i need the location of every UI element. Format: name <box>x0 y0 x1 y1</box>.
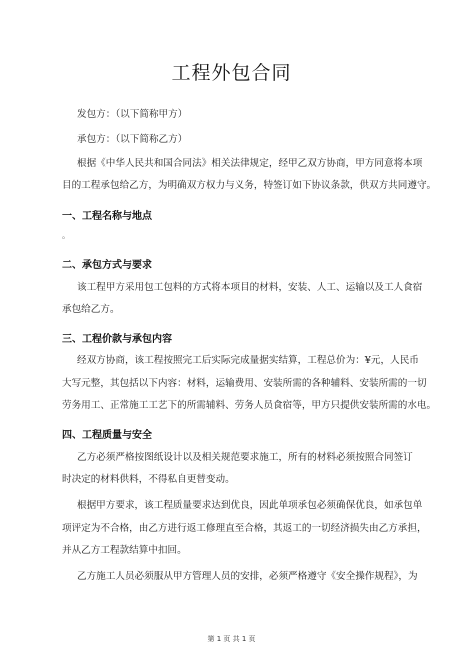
section-4-line-6: 乙方施工人员必须服从甲方管理人员的安排，必须严格遵守《安全操作规程》，为 <box>77 571 418 582</box>
section-1-line-1: 。 <box>62 231 70 240</box>
page-footer: 第 1 页 共 1 页 <box>207 635 256 643</box>
section-heading-4: 四、工程质量与安全 <box>62 430 152 441</box>
section-4-line-1: 乙方必须严格按图纸设计以及相关规范要求施工，所有的材料必须按照合同签订 <box>77 452 413 463</box>
section-2-line-1: 该工程甲方采用包工包料的方式将本项目的材料，安装、人工、运输以及工人食宿 <box>77 282 423 293</box>
section-heading-3: 三、工程价款与承包内容 <box>62 334 172 345</box>
document-title: 工程外包合同 <box>171 62 292 84</box>
section-4-line-2: 时决定的材料供料，不得私自更替变动。 <box>62 474 235 485</box>
intro-line-2: 目的工程承包给乙方，为明确双方权力与义务，特签订如下协议条款，供双方共同遵守。 <box>62 180 437 191</box>
section-3-line-1: 经双方协商，该工程按照完工后实际完成量据实结算，工程总价为：¥元，人民币 <box>77 355 419 366</box>
party-a-line: 发包方：（以下简称甲方） <box>77 109 188 120</box>
section-4-line-3: 根据甲方要求，该工程质量要求达到优良，因此单项承包必须确保优良，如承包单 <box>77 500 423 511</box>
section-4-line-4: 项评定为不合格，由乙方进行返工修理直至合格，其返工的一切经济损失由乙方承担， <box>62 523 427 534</box>
section-3-line-2: 大写元整，其包括以下内容：材料，运输费用、安装所需的各种辅料、安装所需的一切 <box>62 378 427 389</box>
section-heading-1: 一、工程名称与地点 <box>62 211 152 222</box>
intro-line-1: 根据《中华人民共和国合同法》相关法律规定，经甲乙双方协商，甲方同意将本项 <box>77 158 423 169</box>
section-4-line-5: 并从乙方工程款结算中扣回。 <box>62 545 187 556</box>
party-b-line: 承包方：（以下简称乙方） <box>77 134 188 145</box>
section-2-line-2: 承包给乙方。 <box>62 304 120 315</box>
section-3-line-3: 劳务用工、正常施工工艺下的所需辅料、劳务人员食宿等，甲方只提供安装所需的水电。 <box>62 400 437 411</box>
section-heading-2: 二、承包方式与要求 <box>62 260 152 271</box>
